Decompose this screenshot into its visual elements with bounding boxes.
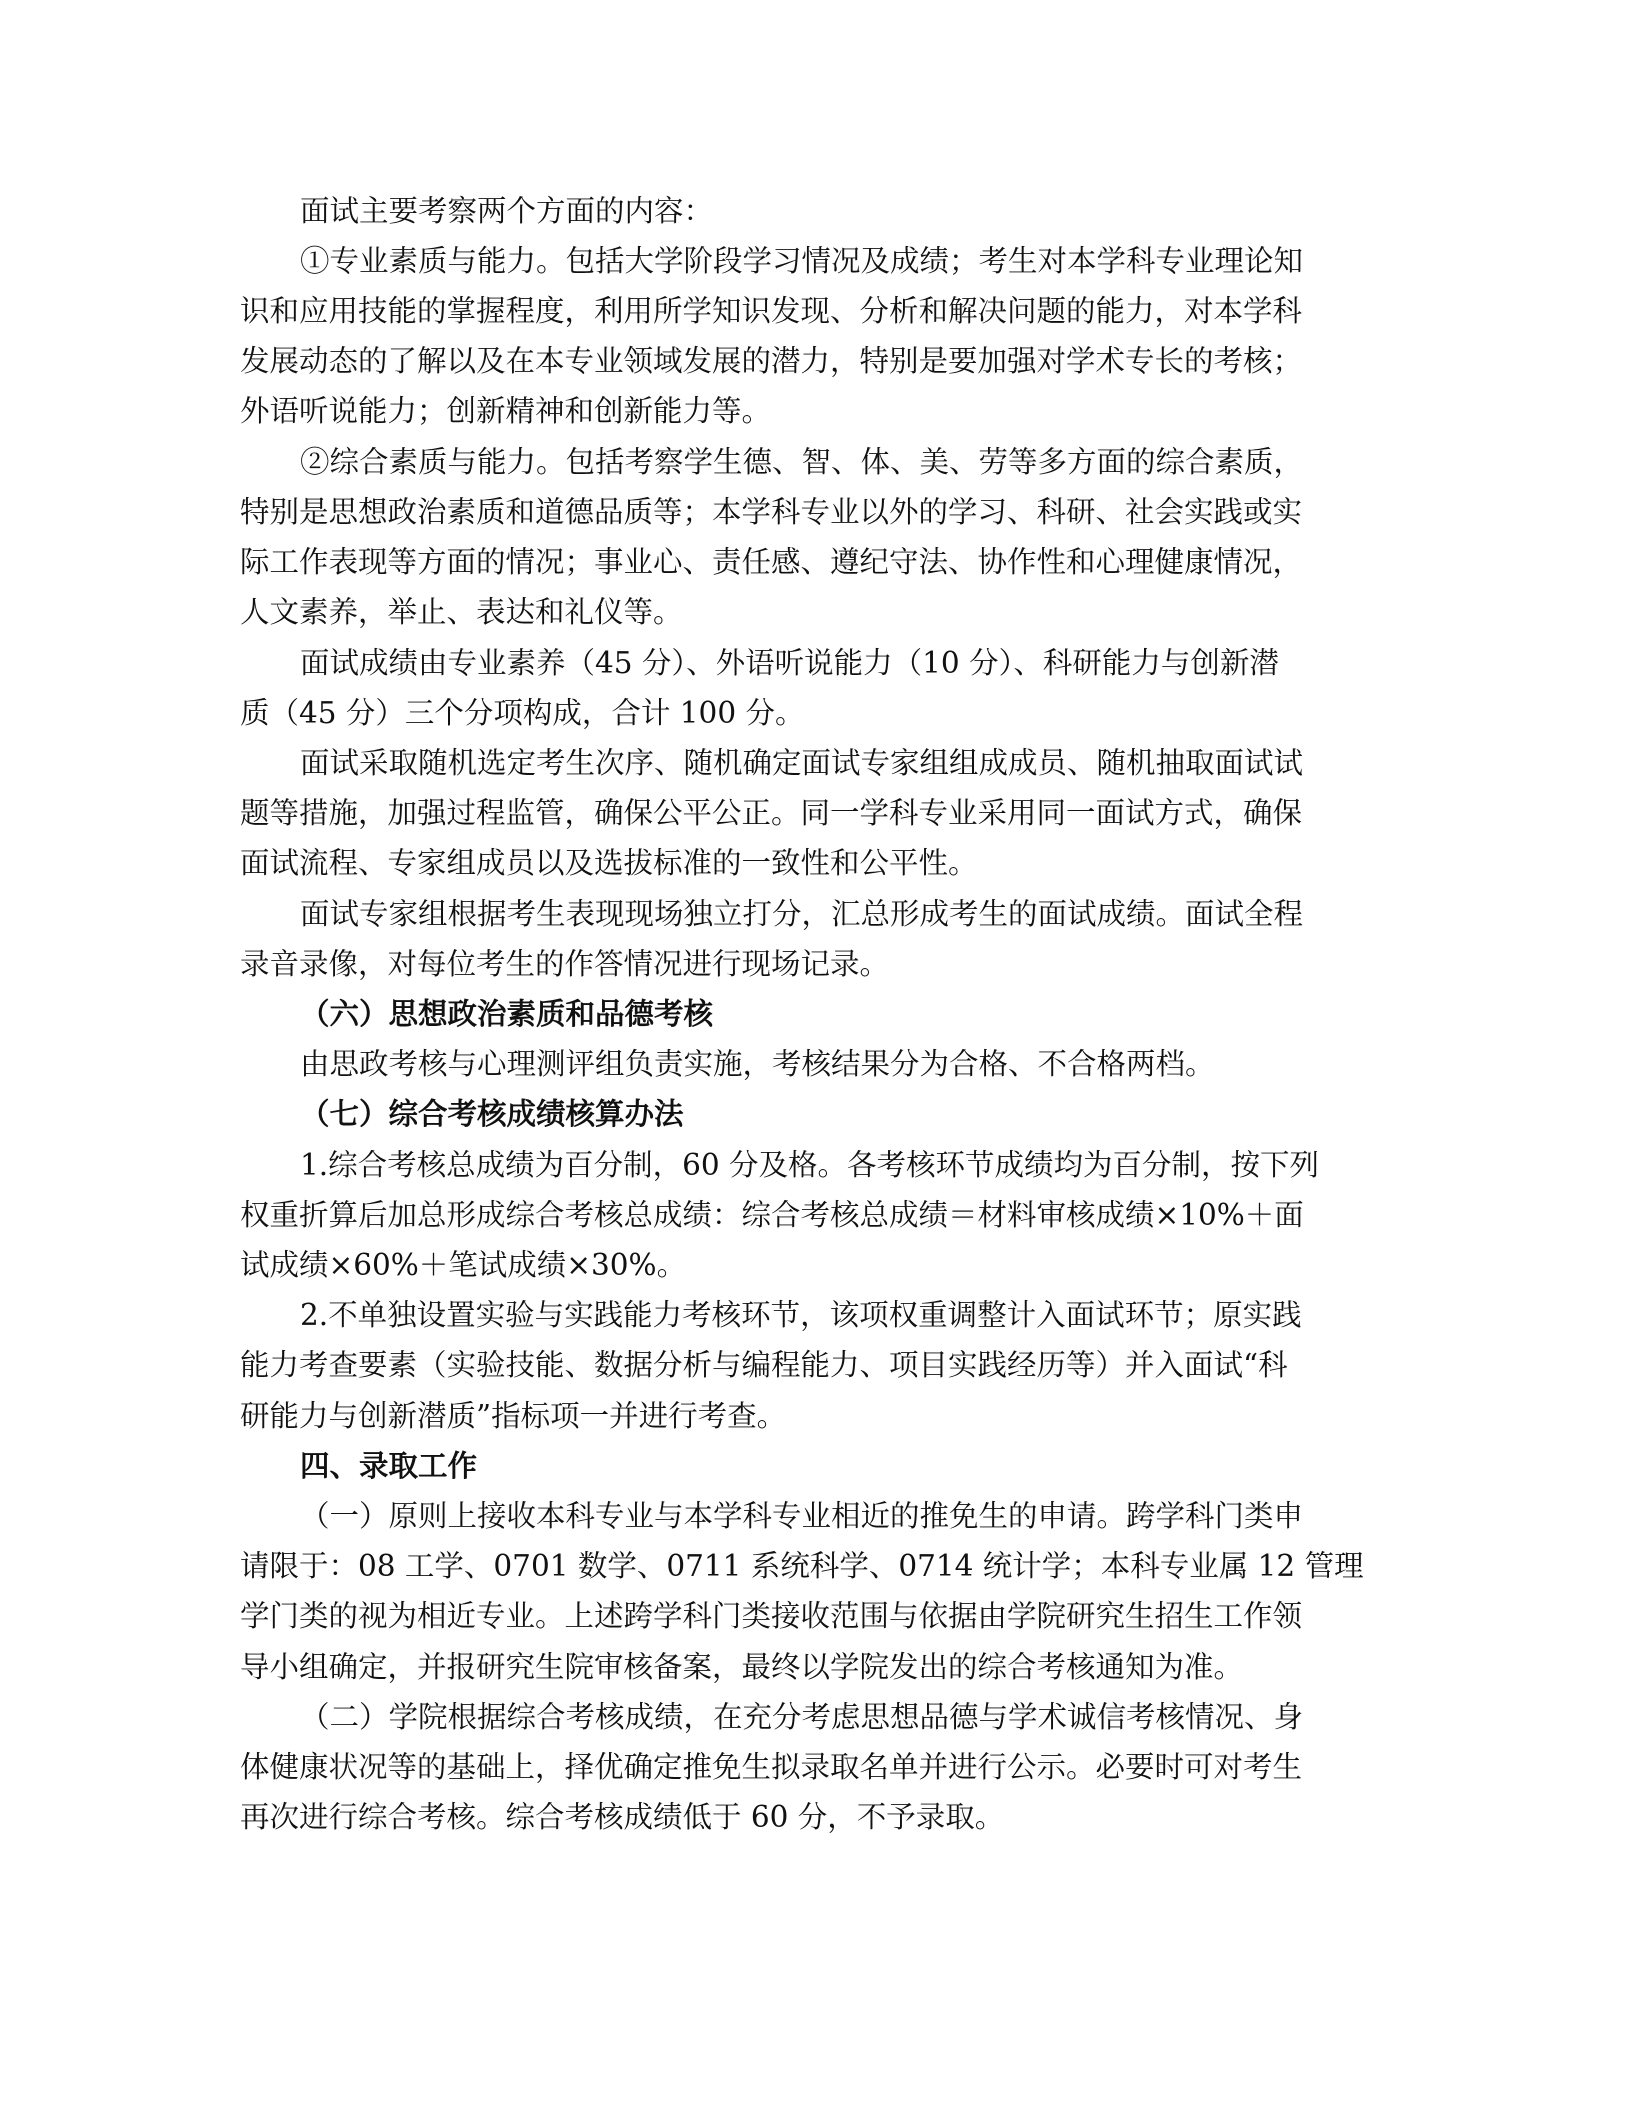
text-line: 由思政考核与心理测评组负责实施，考核结果分为合格、不合格两档。 (300, 1047, 1215, 1081)
text-line: 学门类的视为相近专业。上述跨学科门类接收范围与依据由学院研究生招生工作领 (240, 1599, 1303, 1633)
text-line: 面试成绩由专业素养（45 分）、外语听说能力（10 分）、科研能力与创新潜 (300, 646, 1279, 680)
text-line: 1.综合考核总成绩为百分制，60 分及格。各考核环节成绩均为百分制，按下列 (300, 1148, 1320, 1182)
text-line: ①专业素质与能力。包括大学阶段学习情况及成绩；考生对本学科专业理论知 (300, 244, 1304, 278)
text-line: 外语听说能力；创新精神和创新能力等。 (240, 394, 772, 428)
text-line: 发展动态的了解以及在本专业领域发展的潜力，特别是要加强对学术专长的考核； (240, 344, 1303, 378)
text-line: 录音录像，对每位考生的作答情况进行现场记录。 (240, 947, 890, 981)
text-line: 再次进行综合考核。综合考核成绩低于 60 分，不予录取。 (240, 1800, 1005, 1834)
text-line: 权重折算后加总形成综合考核总成绩：综合考核总成绩＝材料审核成绩×10%＋面 (240, 1198, 1304, 1232)
text-line: 识和应用技能的掌握程度，利用所学知识发现、分析和解决问题的能力，对本学科 (240, 294, 1303, 328)
section-heading: （六）思想政治素质和品德考核 (300, 996, 714, 1031)
text-line: 特别是思想政治素质和道德品质等；本学科专业以外的学习、科研、社会实践或实 (240, 495, 1303, 529)
text-line: 人文素养，举止、表达和礼仪等。 (240, 595, 683, 629)
text-line: ②综合素质与能力。包括考察学生德、智、体、美、劳等多方面的综合素质， (300, 445, 1304, 479)
text-line: （一）原则上接收本科专业与本学科专业相近的推免生的申请。跨学科门类申 (300, 1499, 1304, 1533)
text-line: 研能力与创新潜质”指标项一并进行考查。 (240, 1399, 787, 1433)
section-heading: 四、录取工作 (300, 1448, 478, 1483)
text-line: 质（45 分）三个分项构成，合计 100 分。 (240, 696, 805, 730)
text-line: 题等措施，加强过程监管，确保公平公正。同一学科专业采用同一面试方式，确保 (240, 796, 1303, 830)
text-line: 导小组确定，并报研究生院审核备案，最终以学院发出的综合考核通知为准。 (240, 1650, 1244, 1684)
text-line: 面试采取随机选定考生次序、随机确定面试专家组组成成员、随机抽取面试试 (300, 746, 1304, 780)
text-line: 2.不单独设置实验与实践能力考核环节，该项权重调整计入面试环节；原实践 (300, 1298, 1302, 1332)
text-line: （二）学院根据综合考核成绩，在充分考虑思想品德与学术诚信考核情况、身 (300, 1700, 1304, 1734)
text-line: 际工作表现等方面的情况；事业心、责任感、遵纪守法、协作性和心理健康情况， (240, 545, 1303, 579)
text-line: 能力考查要素（实验技能、数据分析与编程能力、项目实践经历等）并入面试“科 (240, 1348, 1288, 1382)
text-line: 面试专家组根据考生表现现场独立打分，汇总形成考生的面试成绩。面试全程 (300, 897, 1304, 931)
text-line: 试成绩×60%＋笔试成绩×30%。 (240, 1248, 687, 1282)
text-line: 体健康状况等的基础上，择优确定推免生拟录取名单并进行公示。必要时可对考生 (240, 1750, 1303, 1784)
section-heading: （七）综合考核成绩核算办法 (300, 1096, 684, 1131)
text-line: 请限于：08 工学、0701 数学、0711 系统科学、0714 统计学；本科专业属 12 管理 (240, 1549, 1364, 1583)
text-line: 面试主要考察两个方面的内容： (300, 194, 714, 228)
text-line: 面试流程、专家组成员以及选拔标准的一致性和公平性。 (240, 846, 978, 880)
